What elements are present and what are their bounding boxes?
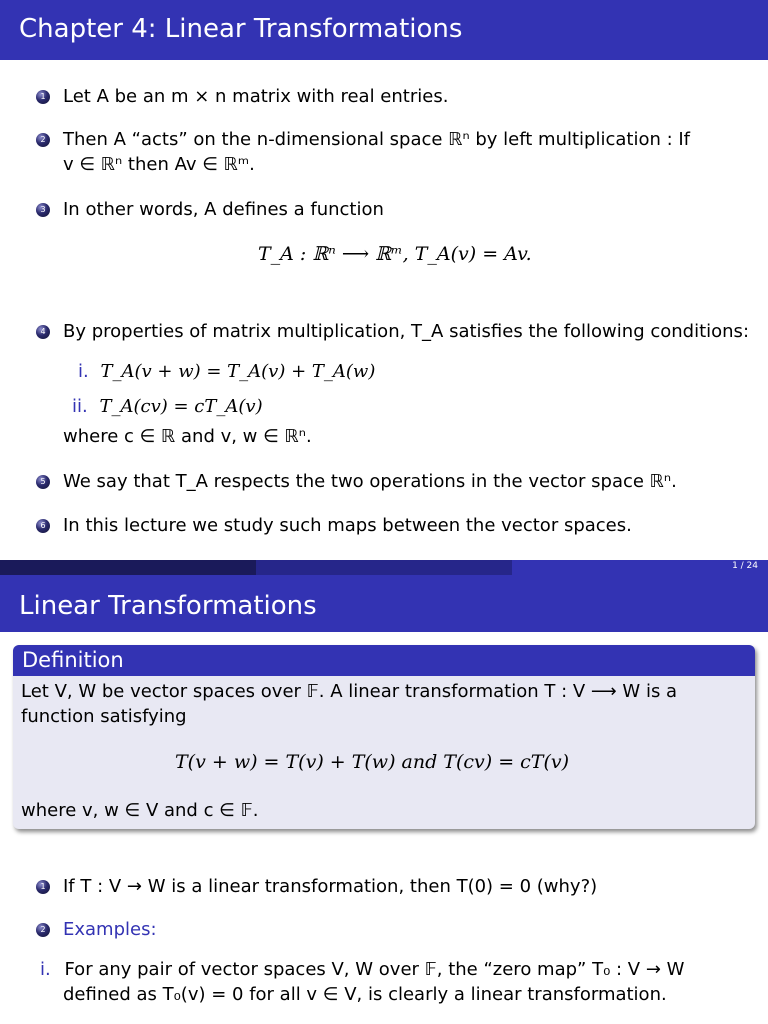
nav-section-2 [256,560,512,575]
list-item-text: If T : V → W is a linear transformation, then T(0) = 0 (why?) [63,876,598,897]
bullet-2-icon: 2 [36,133,50,147]
definition-line-2: function satisfying [21,706,187,727]
definition-block [13,645,755,829]
page-number: 1 / 24 [732,561,758,571]
nav-section-3 [512,560,768,575]
condition-i [78,361,375,382]
slide-1-title: Chapter 4: Linear Transformations [19,14,463,44]
definition-line-1: Let V, W be vector spaces over 𝔽. A linear transformation T : V ⟶ W is a [21,681,678,702]
slide-2-title: Linear Transformations [19,591,317,621]
list-item-text-line2: v ∈ ℝⁿ then Av ∈ ℝᵐ. [63,154,255,175]
bullet-1-icon: 1 [36,90,50,104]
nav-section-1 [0,560,256,575]
function-equation: T_A : ℝⁿ ⟶ ℝᵐ, T_A(v) = Av. [258,243,532,265]
example-i [40,959,684,980]
example-line-1: For any pair of vector spaces V, W over 𝔽, the “zero map” T₀ : V → W [64,959,685,980]
condition-equation: T_A(cv) = cT_A(v) [99,396,263,417]
list-item-text: By properties of matrix multiplication, T_A satisfies the following conditions: [63,321,750,342]
condition-equation: T_A(v + w) = T_A(v) + T_A(w) [100,361,376,382]
bullet-4-icon: 4 [36,325,50,339]
bullet-3-icon: 3 [36,203,50,217]
list-item-text: In this lecture we study such maps between the vector spaces. [63,515,632,536]
list-item-text: We say that T_A respects the two operations in the vector space ℝⁿ. [63,471,677,492]
list-item-text: Let A be an m × n matrix with real entries. [63,86,449,107]
slide-1-title-bar [0,0,768,60]
slide-2 [0,575,768,1024]
definition-equation: T(v + w) = T(v) + T(w) and T(cv) = cT(v) [175,751,570,773]
bullet-5-icon: 5 [36,475,50,489]
condition-label: i. [78,361,89,382]
condition-label: ii. [72,396,88,417]
example-line-2: defined as T₀(v) = 0 for all v ∈ V, is clearly a linear transformation. [63,984,667,1005]
examples-label: Examples: [63,919,157,940]
where-text: where c ∈ ℝ and v, w ∈ ℝⁿ. [63,426,312,447]
bullet-6-icon: 6 [36,519,50,533]
definition-line-3: where v, w ∈ V and c ∈ 𝔽. [21,800,259,821]
condition-ii [72,396,263,417]
list-item-text: In other words, A defines a function [63,199,384,220]
definition-header [13,645,755,676]
slide-2-title-bar [0,575,768,632]
bullet-1-icon: 1 [36,880,50,894]
bullet-2-icon: 2 [36,923,50,937]
example-label: i. [40,959,51,980]
definition-header-text: Definition [22,648,124,672]
navigation-bar [0,560,768,575]
list-item-text: Then A “acts” on the n-dimensional space ℝⁿ by left multiplication : If [63,129,691,150]
